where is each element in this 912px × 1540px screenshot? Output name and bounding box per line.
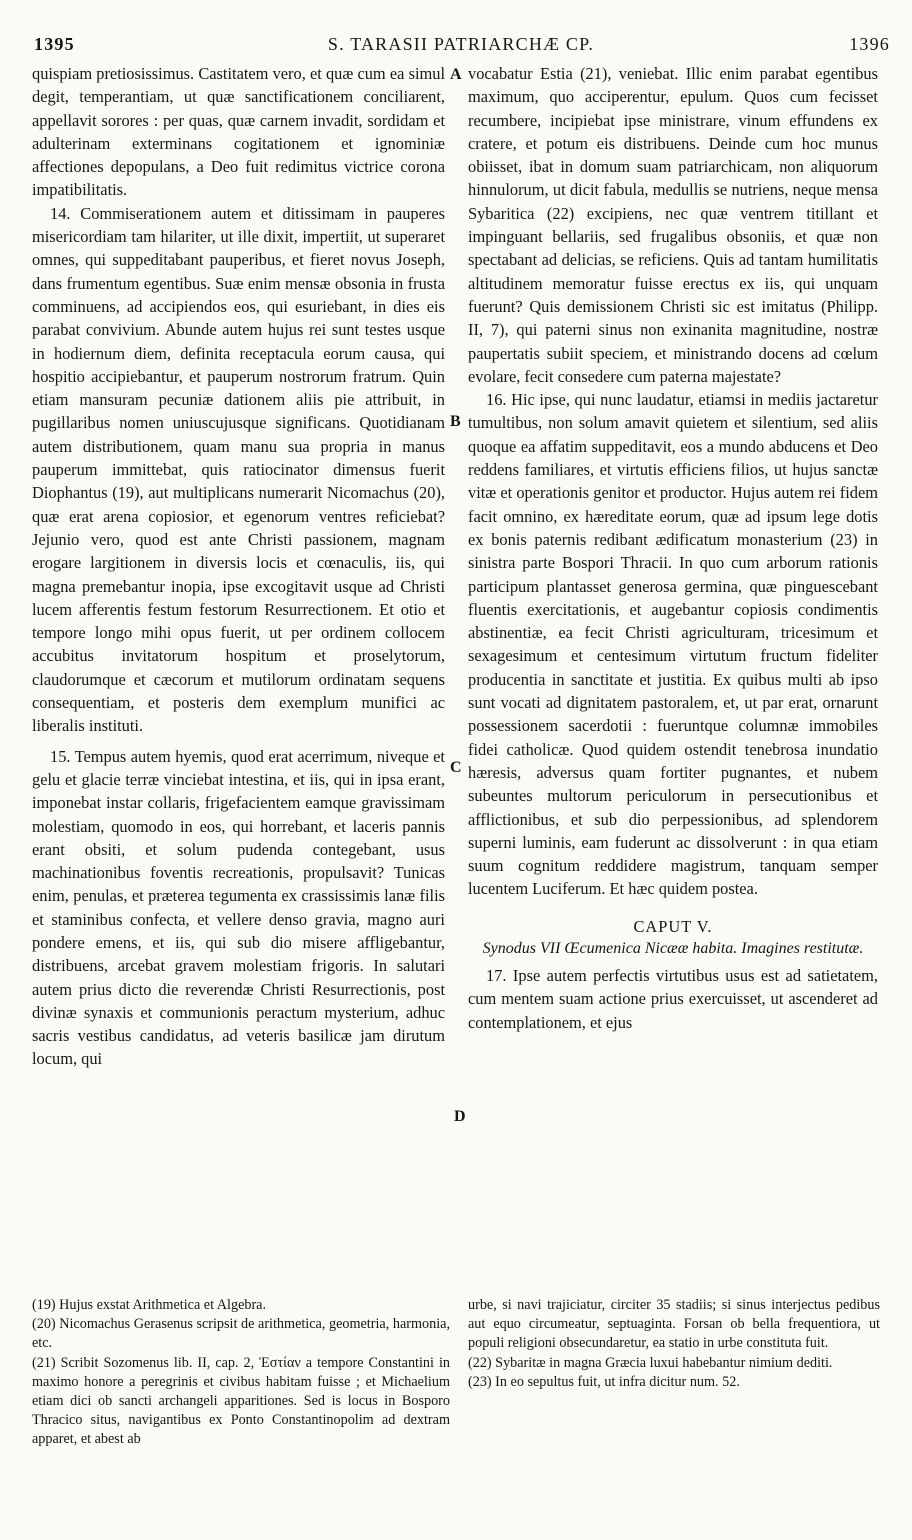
paragraph: quispiam pretiosissimus. Castitatem vero, et quæ cum ea simul degit, temperantiam, ut quæ sanctificationem conciliarent, appellavit sorores : per quas, quæ carnem invadit, sordidam et adulterinam exterminans cogitationem et ignominiæ affectiones depopulans, a Deo fuit redimitus victrice corona impatibilitatis.	[32, 64, 445, 200]
running-title: S. TARASII PATRIARCHÆ CP.	[327, 34, 595, 54]
page-number-left: 1395	[34, 34, 75, 54]
footnote-20: (20) Nicomachus Gerasenus scripsit de arithmetica, geometria, harmonia, etc.	[32, 1316, 450, 1352]
footnote-19: (19) Hujus exstat Arithmetica et Algebra.	[32, 1297, 267, 1313]
paragraph-17: 17. Ipse autem perfectis virtutibus usus est ad satietatem, cum mentem suam actione prius exercuisset, ut ascenderet ad contemplationem, et ejus	[468, 965, 878, 1032]
footnotes-right	[468, 1296, 880, 1392]
paragraph-14: 14. Commiserationem autem et ditissimam in pauperes misericordiam tam hilariter, ut ille dixit, impertiit, ut superaret omnes, qui suppeditabant pauperibus, et fieret novus Joseph, dans frumentum egentibus. Suæ enim mensæ obsonia in frusta comminuens, ad accipiendos eos, qui esuriebant, in dies eis parabat convivium. Abunde autem hujus rei sunt testes usque in hodiernum diem, definita receptacula eorum causa, qui hospitio accipiebantur, et pauperum nostrorum fratrum. Quin etiam mansuram pecuniæ dationem aliis pie attribuit, in pugillaribus nomen uniuscujusque significans. Quotidianam autem distributionem, quam manu sua propria in manus pauperum immittebat, quis ratiocinator dimensus fuerit Diophantus (19), aut multiplicans numerarit Nicomachus (20), quæ erat arena copiosior, et egenorum ventres reficiebat? Jejunio vero, quod est ante Christi passionem, magnam erogare largitionem in diversis locis et cœnaculis, iis, qui magna premebantur inopia, ipse excogitavit usque ad Christi lucem afferentis festum festorum Resurrectionem. Et otio et tempore longo mihi opus fuerit, ut per ordinem collocem accubitus invitatorum hospitum et proselytorum, claudorumque et cæcorum et mutilorum ordinatam sequens consequentiam, et posteris dem exemplum munifici ac liberalis instituti.	[32, 203, 445, 736]
footnotes-left	[32, 1296, 450, 1450]
paragraph-16: 16. Hic ipse, qui nunc laudatur, etiamsi in mediis jactaretur tumultibus, non solum amavit quietem et silentium, sed aliis quoque ea affatim suppeditavit, eos a mundo abducens et Deo reddens familiares, et virtutis efficiens filios, ut hujus sanctæ vitæ et operationis genitor et productor. Hujus autem rei fidem facit omnino, ex hæreditate eorum, quæ ad ipsum lege dotis ex bonis paternis redibant ædificatum monasterium (23) in sinistra parte Bospori Thracii. In quo cum arborum rationis participum plantasset generosa germina, quæ pinguescebant fluentis exercitationis, et augebantur copiosis condimentis abstinentiæ, ea fecit Christi agriculturam, tricesimum et sexagesimum et centesimum virtutum fructum fideliter producentia in sanctitate et justitia. Ex quibus multi ab ipso sunt vocati ad dignitatem pastoralem, et, ut par erat, ornarunt possessionem sacerdotii : fueruntque columnæ immobiles fidei catholicæ. Quod quidem ostendit tenebrosa inundatio hæresis, adversus quam fortiter pugnantes, et nubem subeuntes multorum periculorum in persecutionibus et afflictionibus, et sub dio perpessionibus, ad splendorem superni luminis, eam fuderunt ac dissolverunt : in qua etiam suum cognitum reddidere magistrum, tanquam semper lucentem Luciferum. Et hæc quidem postea.	[468, 390, 878, 899]
footnote-23: (23) In eo sepultus fuit, ut infra dicitur num. 52.	[468, 1373, 740, 1390]
chapter-title: CAPUT V.	[633, 916, 713, 936]
footnote-22: (22) Sybaritæ in magna Græcia luxui habebantur nimium dediti.	[468, 1354, 833, 1371]
footnote-21: (21) Scribit Sozomenus lib. II, cap. 2, Ἑστίαν a tempore Constantini in maximo honore a peregrinis et civibus habitam fuisse ; et Michaelium etiam dici ob sancti archangeli apparitiones. Sed is locus in Bosporo Thracico situs, navigantibus ex Ponto Constantinopolim ad dextram apparet, et abest ab	[32, 1354, 450, 1448]
margin-marker-b: B	[450, 413, 461, 430]
chapter-subtitle: Synodus VII Œcumenica Nicææ habita. Imagines restitutæ.	[482, 939, 864, 957]
margin-marker-c: C	[450, 759, 462, 776]
margin-marker-d: D	[454, 1108, 466, 1125]
footnote-21-continued: urbe, si navi trajiciatur, circiter 35 stadiis; si sinus interjectus pedibus aut equo circumeatur, septuaginta. Forsan ob bella frequentiora, ut populi religioni obsecundaretur, ea statio in urbe constituta fuit.	[468, 1297, 880, 1352]
paragraph: vocabatur Estia (21), veniebat. Illic enim parabat egentibus maximum, quo acciperentur, epulum. Quos cum fecisset recumbere, incipiebat ipse ministrare, vinum effundens ex cratere, et potum eis distribuens. Deinde cum hoc munus obiisset, ibat in domum suam patriarchicam, non aliquorum hinnulorum, ut dicit fabula, medullis se nutriens, neque mensa Sybaritica (22) excipiens, nec quæ ventrem titillant et impinguant bellariis, sed frugalibus obsoniis, et quæ non spectabant ad delicias, se reficiens. Quis ad tantam humilitatis altitudinem memoratur fuisse erectus ex iis, qui unquam fuerunt? Quis demissionem Christi sic est imitatus (Philipp. II, 7), qui paterni sinus non exinanita magnitudine, nostræ paupertatis subiit speciem, et ministrando docens ad cœlum evolare, fecit consedere cum paterna majestate?	[468, 64, 878, 386]
running-header	[30, 34, 892, 60]
right-column	[468, 62, 878, 1034]
margin-marker-a: A	[450, 66, 462, 83]
paragraph-15: 15. Tempus autem hyemis, quod erat acerrimum, niveque et gelu et glacie terræ vinciebat intestina, et iis, qui in ipsa erant, imponebat instar collaris, frigefacientem eamque gravissimam molestiam, quomodo in eos, qui horrebant, et laceris pannis erant obsiti, et solum pudenda contegebant, usus machinationibus foventis recreationis, propulsavit? Tunicas enim, penulas, et præterea tegumenta ex crassissimis lanæ filis et staminibus confecta, et vellere denso gravia, magno auri pondere emens, et iis, qui sub dio misere affligebantur, distribuens, arcebat gravem molestiam frigoris. In salutari autem prius dicto die reverendæ Christi Resurrectionis, post divinæ synaxis et communionis peractum mysterium, adhuc sacris vestibus candidatus, ad veteris basilicæ jam dirutum locum, qui	[32, 746, 445, 1069]
left-column	[32, 62, 445, 1071]
page-number-right: 1396	[849, 34, 890, 54]
